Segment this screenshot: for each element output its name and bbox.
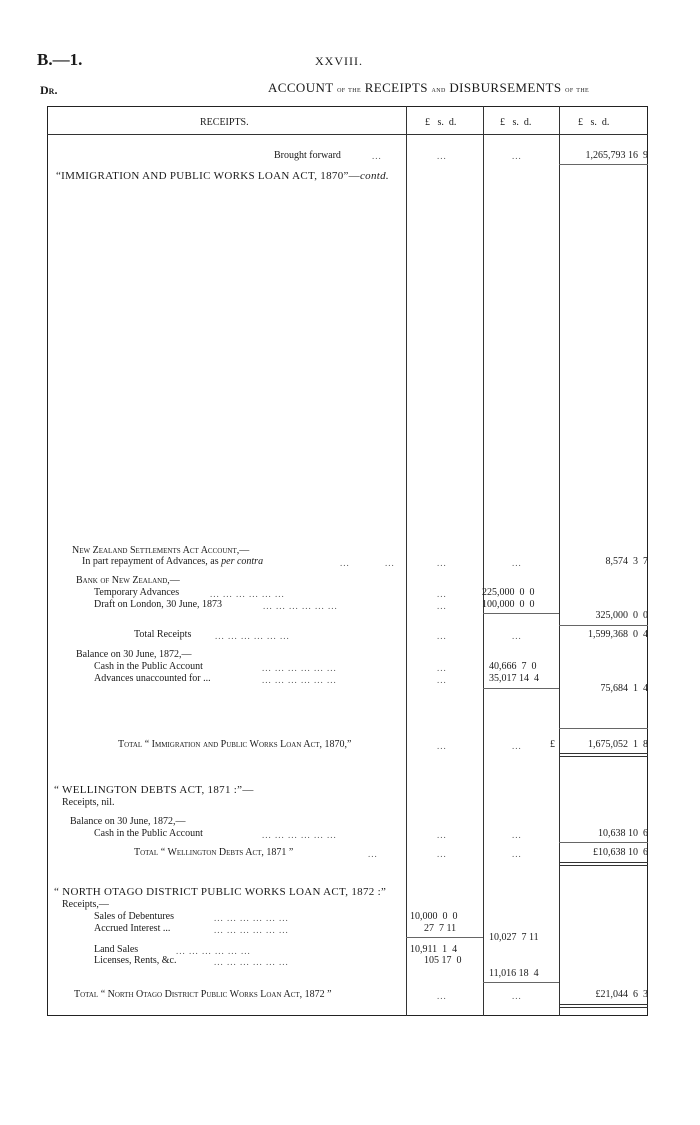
advances-unaccounted-amount: 35,017 14 4	[489, 673, 539, 684]
licenses-rents-label: Licenses, Rents, &c.	[94, 955, 177, 966]
leader-dots: ...	[437, 741, 447, 751]
leader-dots: ...	[437, 151, 447, 161]
rule	[559, 862, 648, 863]
leader-dots: ...	[385, 558, 395, 568]
rule	[559, 1004, 648, 1005]
north-otago-subtotal-1: 10,027 7 11	[489, 932, 539, 943]
column-divider	[483, 106, 484, 1016]
wellington-total-amount: £10,638 10 6	[593, 847, 648, 858]
column-divider	[406, 106, 407, 1016]
advances-unaccounted-label: Advances unaccounted for ...	[94, 673, 211, 684]
total-immigration-amount: 1,675,052 1 8	[588, 739, 648, 750]
leader-dots: ...	[512, 631, 522, 641]
north-otago-total-amount: £21,044 6 3	[595, 989, 648, 1000]
wellington-total-label: Total “ Wellington Debts Act, 1871 ”	[134, 847, 294, 858]
debit-marker: Dr.	[40, 83, 58, 97]
rule	[559, 842, 648, 843]
total-immigration-pound: £	[550, 739, 555, 750]
leader-dots: ...	[372, 151, 382, 161]
land-sales-amount: 10,911 1 4	[410, 944, 458, 955]
leader-dots: ... ... ... ... ... ...	[262, 663, 337, 673]
rule	[559, 728, 648, 729]
leader-dots: ...	[340, 558, 350, 568]
rule	[559, 625, 648, 626]
total-receipts-amount: 1,599,368 0 4	[588, 629, 648, 640]
rule	[483, 688, 559, 689]
nz-settlements-amount: 8,574 3 7	[605, 556, 648, 567]
leader-dots: ...	[368, 849, 378, 859]
rule	[559, 1007, 648, 1008]
page-number: XXVIII.	[315, 54, 363, 68]
leader-dots: ...	[512, 830, 522, 840]
cash-public-account-amount: 40,666 7 0	[489, 661, 537, 672]
leader-dots: ...	[437, 663, 447, 673]
leader-dots: ... ... ... ... ... ...	[214, 925, 289, 935]
north-otago-total-label: Total “ North Otago District Public Works Loan Act, 1872 ”	[74, 989, 332, 1000]
wellington-receipts: Receipts, nil.	[62, 797, 115, 808]
leader-dots: ...	[437, 675, 447, 685]
north-otago-receipts: Receipts,—	[62, 899, 109, 910]
leader-dots: ... ... ... ... ... ...	[176, 946, 251, 956]
leader-dots: ...	[512, 558, 522, 568]
bank-nz-amount: 325,000 0 0	[595, 610, 648, 621]
leader-dots: ...	[437, 558, 447, 568]
leader-dots: ...	[437, 631, 447, 641]
accrued-interest-amount: 27 7 11	[424, 923, 457, 934]
land-sales-label: Land Sales	[94, 944, 139, 955]
leader-dots: ...	[512, 991, 522, 1001]
leader-dots: ... ... ... ... ... ...	[210, 589, 285, 599]
receipts-column-header: RECEIPTS.	[200, 117, 249, 128]
brought-forward-label: Brought forward	[274, 150, 341, 161]
col3-header: £ s. d.	[578, 117, 610, 128]
bank-nz-title: Bank of New Zealand,—	[76, 575, 180, 586]
rule	[559, 753, 648, 754]
sales-debentures-amount: 10,000 0 0	[410, 911, 458, 922]
north-otago-heading: “ NORTH OTAGO DISTRICT PUBLIC WORKS LOAN ACT, 1872 :”	[54, 886, 387, 898]
col2-header: £ s. d.	[500, 117, 532, 128]
nz-settlements-line: In part repayment of Advances, as per contra	[82, 556, 264, 567]
wellington-heading: “ WELLINGTON DEBTS ACT, 1871 :”—	[54, 784, 254, 796]
rule	[483, 613, 559, 614]
immigration-heading: “IMMIGRATION AND PUBLIC WORKS LOAN ACT, 1870”—contd.	[56, 170, 389, 182]
cash-public-account-label: Cash in the Public Account	[94, 661, 203, 672]
leader-dots: ... ... ... ... ... ...	[262, 675, 337, 685]
balance-1872-amount: 75,684 1 4	[600, 683, 648, 694]
temporary-advances-amount: 225,000 0 0	[482, 587, 535, 598]
rule	[559, 865, 648, 866]
leader-dots: ...	[512, 849, 522, 859]
total-receipts-label: Total Receipts	[134, 629, 192, 640]
licenses-rents-amount: 105 17 0	[424, 955, 462, 966]
rule	[406, 937, 483, 938]
rule	[559, 164, 648, 165]
leader-dots: ... ... ... ... ... ...	[214, 957, 289, 967]
brought-forward-amount: 1,265,793 16 9	[585, 150, 648, 161]
leader-dots: ...	[437, 589, 447, 599]
leader-dots: ... ... ... ... ... ...	[262, 830, 337, 840]
leader-dots: ...	[437, 601, 447, 611]
col1-header: £ s. d.	[425, 117, 457, 128]
leader-dots: ...	[512, 151, 522, 161]
draft-london-label: Draft on London, 30 June, 1873	[94, 599, 223, 610]
wellington-balance: Balance on 30 June, 1872,—	[70, 816, 186, 827]
leader-dots: ... ... ... ... ... ...	[263, 601, 338, 611]
total-immigration-label: Total “ Immigration and Public Works Loan Act, 1870,”	[118, 739, 352, 750]
rule	[559, 756, 648, 757]
header-rule	[47, 134, 648, 135]
leader-dots: ...	[437, 830, 447, 840]
column-divider	[559, 106, 560, 1016]
leader-dots: ...	[512, 741, 522, 751]
rule	[483, 982, 559, 983]
accrued-interest-label: Accrued Interest ...	[94, 923, 171, 934]
leader-dots: ... ... ... ... ... ...	[215, 631, 290, 641]
nz-settlements-title: New Zealand Settlements Act Account,—	[72, 545, 250, 556]
wellington-cash-amount: 10,638 10 6	[598, 828, 648, 839]
leader-dots: ... ... ... ... ... ...	[214, 913, 289, 923]
temporary-advances-label: Temporary Advances	[94, 587, 180, 598]
leader-dots: ...	[437, 991, 447, 1001]
page-reference: B.—1.	[37, 50, 83, 69]
wellington-cash-label: Cash in the Public Account	[94, 828, 203, 839]
account-title: ACCOUNT of the RECEIPTS and DISBURSEMENTS of the	[268, 80, 590, 95]
leader-dots: ...	[437, 849, 447, 859]
sales-debentures-label: Sales of Debentures	[94, 911, 174, 922]
balance-1872-title: Balance on 30 June, 1872,—	[76, 649, 192, 660]
north-otago-subtotal-2: 11,016 18 4	[489, 968, 539, 979]
draft-london-amount: 100,000 0 0	[482, 599, 535, 610]
